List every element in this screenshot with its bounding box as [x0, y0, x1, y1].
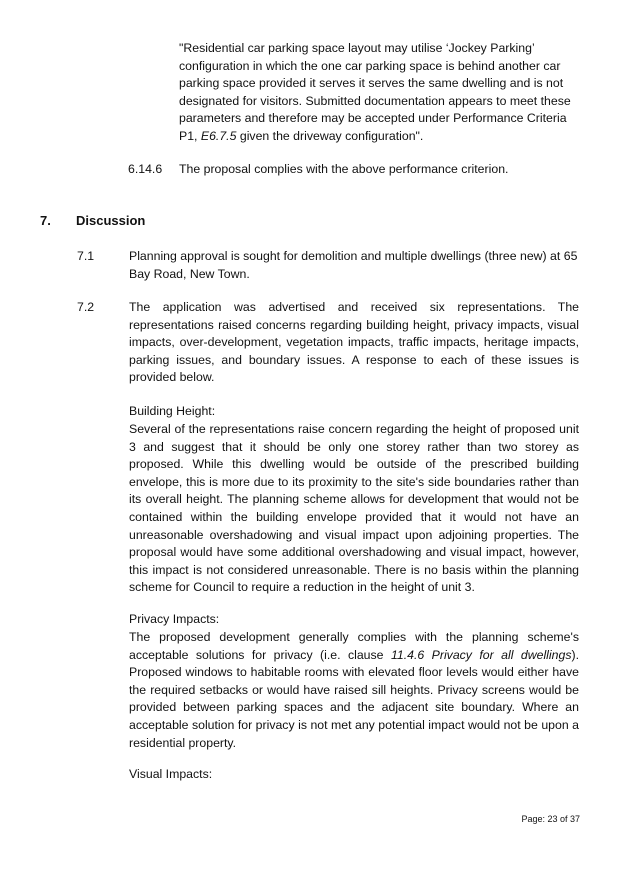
privacy-impacts-text [129, 629, 579, 752]
clause-text-7-1: Planning approval is sought for demolition and multiple dwellings (three new) at 65 Bay Road, New Town. [129, 249, 578, 281]
building-height-heading: Building Height: [129, 404, 216, 418]
privacy-italic-clause: 11.4.6 Privacy for all dwellings [390, 647, 572, 662]
privacy-text-part2: ). Proposed windows to habitable rooms with elevated floor levels would either have the required setbacks or would have raised sill heights. Privacy screens would be provided between parking spaces and the adjacent site boundary. Where an acceptable solution for privacy is not met any potential impact would not be upon a residential property. [129, 647, 579, 750]
section-number: 7. [40, 213, 51, 228]
quote-italic-clause: E6.7.5 [200, 128, 237, 143]
clause-text-7-2: The application was advertised and received six representations. The representations raised concerns regarding building height, privacy impacts, visual impacts, over-development, vegetation impacts, traffic impacts, heritage impacts, parking issues, and boundary issues. A response to each of these issues is provided below. [129, 300, 579, 385]
quoted-paragraph [179, 40, 575, 146]
quote-text-part2: given the driveway configuration". [236, 128, 424, 143]
quote-text-part1: "Residential car parking space layout may utilise ‘Jockey Parking’ configuration in which the one car parking space is behind another car parking space provided it serves it serves the same dwelling and is not designated for visitors. Submitted documentation appears to meet these parameters and therefore may be accepted under Performance Criteria P1, [179, 41, 571, 143]
building-height-text: Several of the representations raise concern regarding the height of proposed unit 3 and suggest that it should be only one storey rather than two storey as proposed. While this dwelling would be outside of the prescribed building envelope, this is more due to its proximity to the site's side boundaries rather than its overall height. The planning scheme allows for development that would not be contained within the building envelope provided that it would not have an unreasonable overshadowing and visual impact upon adjoining properties. The proposal would have some additional overshadowing and visual impact, however, this impact is not considered unreasonable. There is no basis within the planning scheme for Council to require a reduction in the height of unit 3. [129, 422, 579, 595]
visual-impacts-heading: Visual Impacts: [129, 767, 213, 781]
clause-text-6-14-6: The proposal complies with the above performance criterion. [179, 162, 509, 176]
clause-number-7-2: 7.2 [77, 300, 95, 314]
section-title: Discussion [76, 213, 146, 228]
clause-number-6-14-6: 6.14.6 [128, 162, 163, 176]
privacy-text-part1: The proposed development generally complies with the planning scheme's acceptable solutions for privacy (i.e. clause [129, 630, 579, 662]
page-number: Page: 23 of 37 [521, 814, 580, 824]
privacy-impacts-heading: Privacy Impacts: [129, 612, 220, 626]
clause-number-7-1: 7.1 [77, 249, 95, 263]
